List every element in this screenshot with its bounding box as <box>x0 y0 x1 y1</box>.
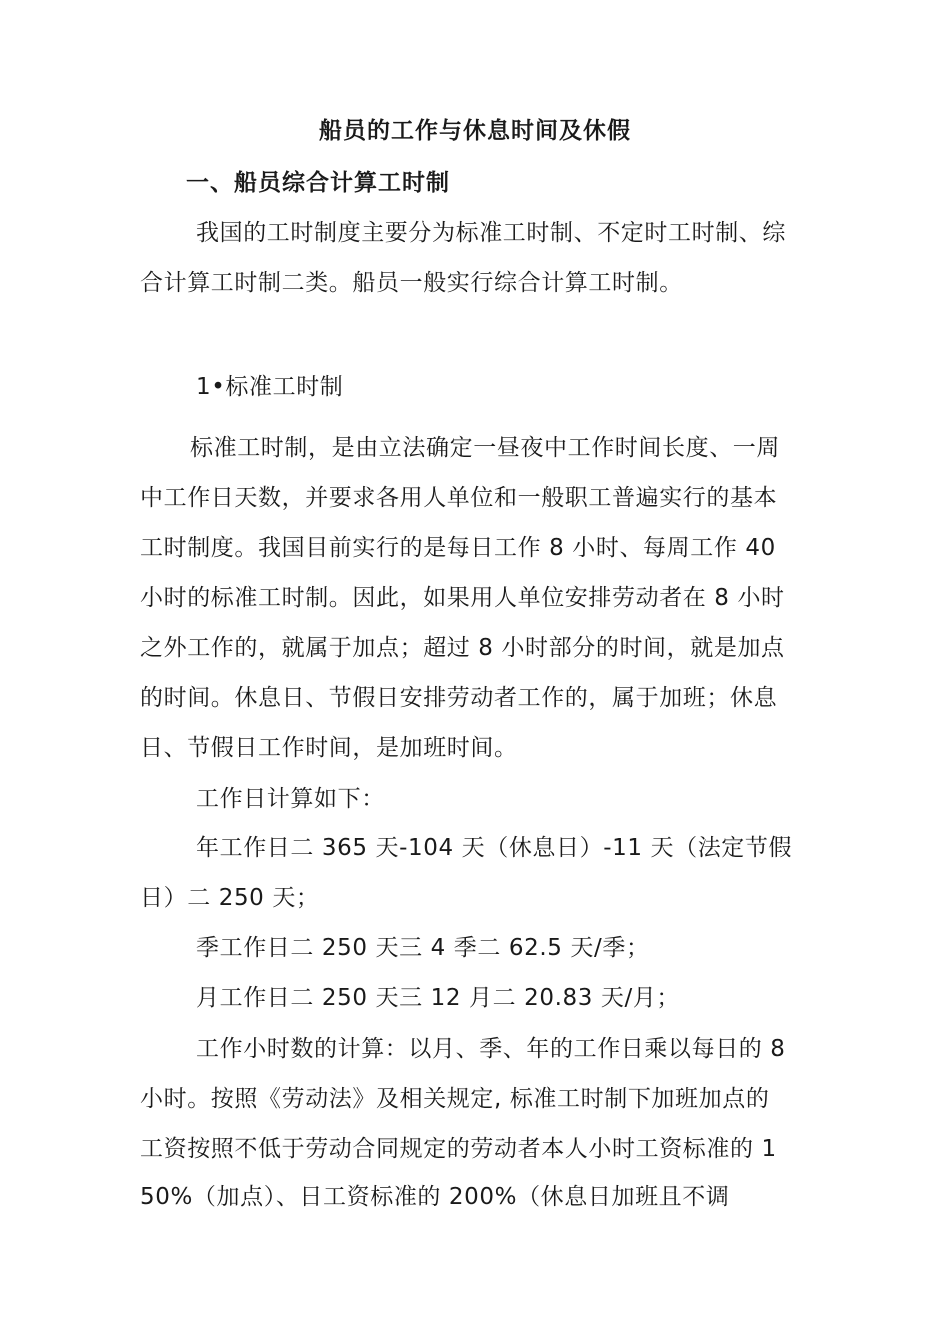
hours-line-4: 50%（加点）、日工资标准的 200%（休息日加班且不调 <box>140 1184 730 1210</box>
body-line-7: 日、节假日工作时间，是加班时间。 <box>140 735 518 761</box>
body-line-3: 工时制度。我国目前实行的是每日工作 8 小时、每周工作 40 <box>140 535 776 561</box>
calc-year-line-2: 日）二 250 天； <box>140 885 320 911</box>
body-line-4: 小时的标准工时制。因此，如果用人单位安排劳动者在 8 小时 <box>140 585 785 611</box>
calc-quarter: 季工作日二 250 天三 4 季二 62.5 天/季； <box>196 935 650 961</box>
hours-line-3: 工资按照不低于劳动合同规定的劳动者本人小时工资标准的 1 <box>140 1136 777 1162</box>
intro-line-2: 合计算工时制二类。船员一般实行综合计算工时制。 <box>140 270 683 296</box>
body-line-6: 的时间。休息日、节假日安排劳动者工作的，属于加班；休息 <box>140 685 778 711</box>
hours-line-1: 工作小时数的计算：以月、季、年的工作日乘以每日的 8 <box>196 1036 786 1062</box>
intro-line-1: 我国的工时制度主要分为标准工时制、不定时工时制、综 <box>196 220 786 246</box>
document-title: 船员的工作与休息时间及休假 <box>319 118 631 144</box>
calc-month: 月工作日二 250 天三 12 月二 20.83 天/月； <box>196 985 681 1011</box>
subheading: 1•标准工时制 <box>196 374 344 400</box>
hours-line-2: 小时。按照《劳动法》及相关规定, 标准工时制下加班加点的 <box>140 1086 770 1112</box>
body-line-5: 之外工作的，就属于加点；超过 8 小时部分的时间，就是加点 <box>140 635 785 661</box>
body-line-2: 中工作日天数，并要求各用人单位和一般职工普遍实行的基本 <box>140 485 778 511</box>
section-heading: 一、船员综合计算工时制 <box>186 170 450 196</box>
body-line-1: 标准工时制，是由立法确定一昼夜中工作时间长度、一周 <box>190 435 780 461</box>
calc-year-line-1: 年工作日二 365 天-104 天（休息日）-11 天（法定节假 <box>196 835 793 861</box>
calc-intro: 工作日计算如下： <box>196 786 385 812</box>
